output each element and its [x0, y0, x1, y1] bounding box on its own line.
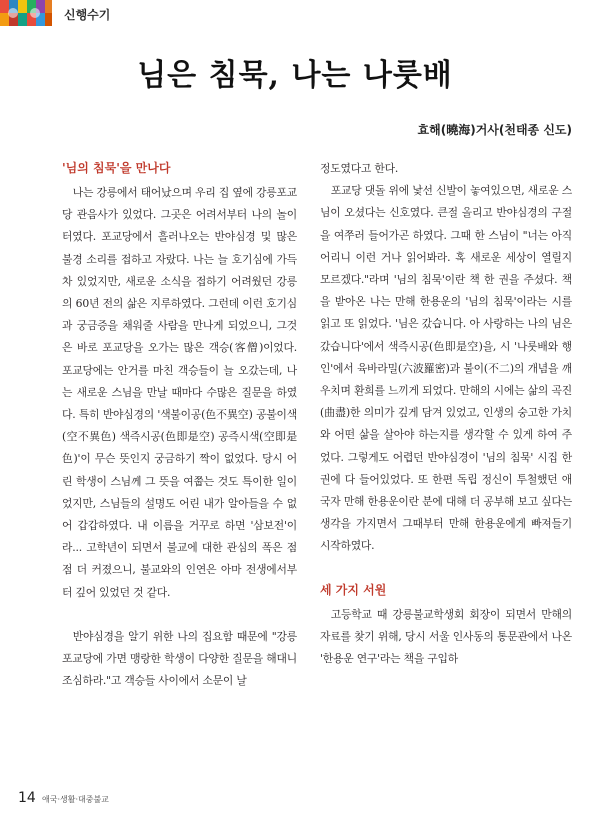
paragraph: 고등학교 때 강릉불교학생회 회장이 되면서 만해의 자료를 찾기 위해, 당시 서울 인사동의 통문관에서 나온 '한용운 연구'라는 책을 구입하 [320, 607, 572, 666]
paragraph: 나는 강릉에서 태어났으며 우리 집 옆에 강릉포교당 관음사가 있었다. 그곳은 어려서부터 나의 놀이터였다. 포교당에서 흘러나오는 반야심경 및 많은 불경 소리를 접하고 자랐다. 나는 늘 호기심에 가득 차 있었지만, 새로운 소식을 접하기 어려웠던 강릉의 60년 전의 삶은 지루하였다. 그런데 이런 호기심과 궁금증을 채워줄 사람을 만나게 되었으니, 그것은 바로 포교당을 오가는 많은 객승(客僧)이었다. 포교당에는 안거를 마친 객승들이 늘 오갔는데, 나는 새로운 스님을 만날 때마다 수많은 질문을 하였다. 특히 반야심경의 '색불이공(色不異空) 공불이색(空不異色) 색즉시공(色即是空) 공즉시색(空即是色)'이 무슨 뜻인지 궁금하기 짝이 없었다. 당시 어린 학생이 스님께 그 뜻을 여쭙는 것도 특이한 일이었지만, 스님들의 설명도 어린 내가 알아들을 수 없어 갑갑하였다. 내 이름을 거꾸로 하면 '삼보전'이라... 고학년이 되면서 불교에 대한 관심의 폭은 점점 더 커졌으니, 불교와의 인연은 아마 전생에서부터 깊어 있었던 것 같다. [62, 186, 297, 599]
left-column [62, 158, 297, 692]
page-number: 14 [18, 790, 36, 806]
subheading: '님의 침묵'을 만나다 [62, 161, 171, 175]
right-column [320, 158, 572, 670]
paragraph: 반야심경을 알기 위한 나의 집요함 때문에 "강릉포교당에 가면 맹랑한 학생이 다양한 질문을 해대니 조심하라."고 객승들 사이에서 소문이 날 [62, 629, 297, 688]
subheading: 세 가지 서원 [320, 582, 387, 597]
author-byline: 효해(曉海)거사(천태종 신도) [417, 123, 572, 137]
magazine-name: 애국·생활·대중불교 [42, 795, 109, 804]
paragraph: 정도였다고 한다. [320, 162, 399, 175]
section-label: 신행수기 [64, 8, 111, 22]
page-title: 님은 침묵, 나는 나룻배 [137, 58, 453, 93]
paragraph: 포교당 댓돌 위에 낯선 신발이 놓여있으면, 새로운 스님이 오셨다는 신호였다. 큰절 올리고 반야심경의 구절을 여쭈러 들어가곤 하였다. 그때 한 스님이 "너는 아직 어리니 이런 거나 읽어봐라. 혹 새로운 세상이 열릴지 모르겠다."라며 '님의 침묵'이란 책 한 권을 주셨다. 책을 받아온 나는 만해 한용운의 '님의 침묵'이라는 시를 읽고 또 읽었다. '님은 갔습니다. 아 사랑하는 나의 님은 갔습니다'에서 색즉시공(色即是空)을, 시 '나룻배와 행인'에서 육바라밀(六波羅密)과 불이(不二)의 개념을 깨우치며 환희를 느끼게 되었다. 만해의 시에는 삶의 곡진(曲盡)한 의미가 깊게 담겨 있었고, 인생의 숭고한 가치와 어떤 삶을 살아야 하는지를 생각할 수 있게 하여 주었다. 그렇게도 어렵던 반야심경이 '님의 침묵' 시집 한 권에 다 들어있었다. 또 한편 독립 정신이 투철했던 애국자 만해 한용운이란 분에 대해 더 공부해 보고 싶다는 생각을 가지면서 그때부터 만해 한용운에게 빠져들기 시작하였다. [320, 184, 572, 553]
colorful-mosaic-icon [0, 0, 52, 26]
